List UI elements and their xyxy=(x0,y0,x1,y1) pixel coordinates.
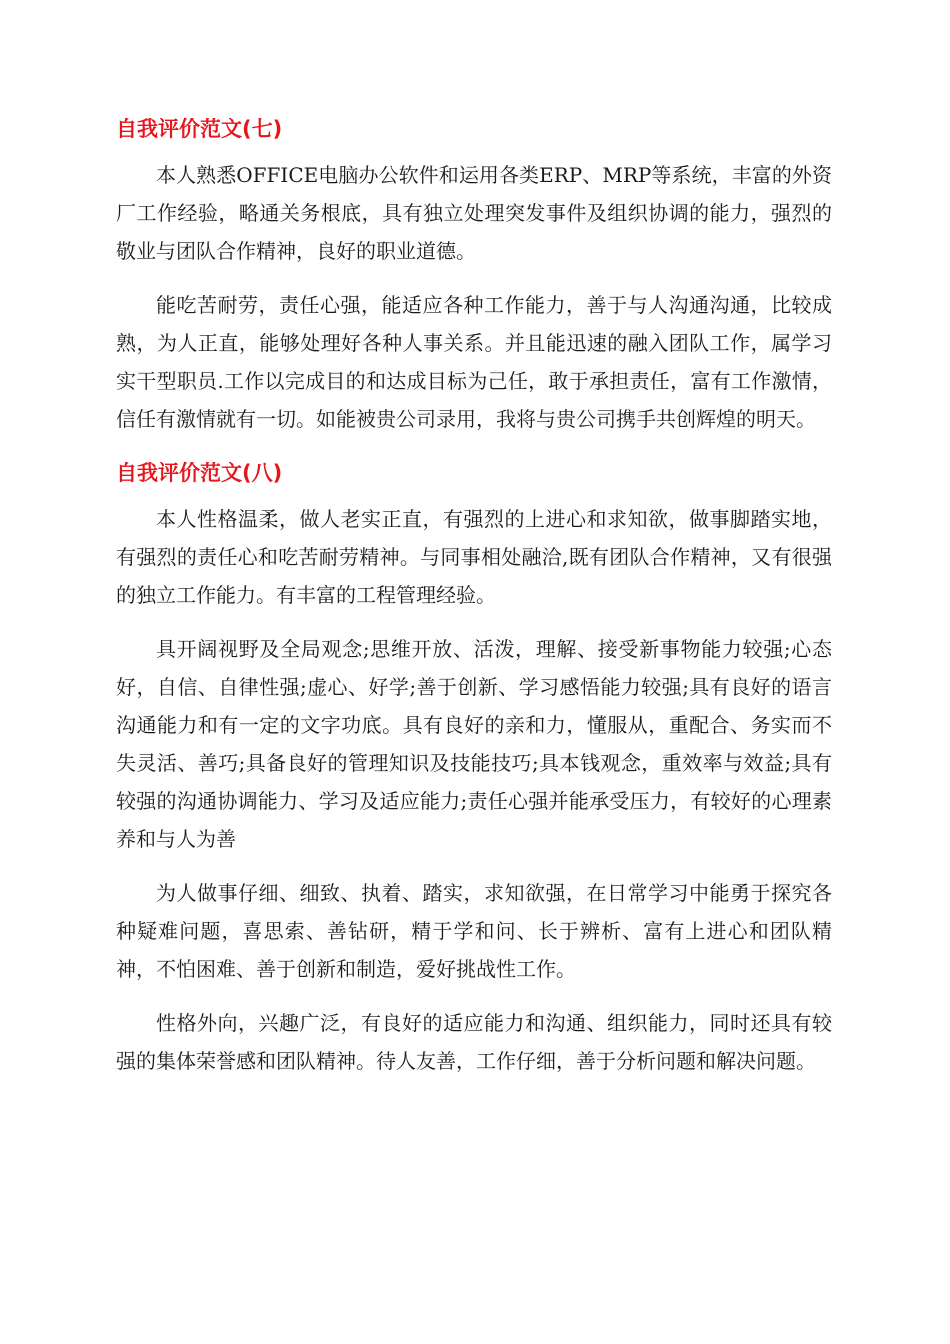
section-7-paragraph-2: 能吃苦耐劳，责任心强，能适应各种工作能力，善于与人沟通沟通，比较成熟，为人正直，能够处理好各种人事关系。并且能迅速的融入团队工作，属学习实干型职员.工作以完成目的和达成目标为己任，敢于承担责任，富有工作激情，信任有激情就有一切。如能被贵公司录用，我将与贵公司携手共创辉煌的明天。 xyxy=(116,293,832,431)
section-title-7: 自我评价范文(七) xyxy=(116,117,283,141)
section-title-8: 自我评价范文(八) xyxy=(116,461,283,485)
section-8-paragraph-3: 为人做事仔细、细致、执着、踏实，求知欲强，在日常学习中能勇于探究各种疑难问题，喜思索、善钻研，精于学和问、长于辨析、富有上进心和团队精神，不怕困难、善于创新和制造，爱好挑战性工作。 xyxy=(116,881,832,981)
section-7-paragraph-1: 本人熟悉OFFICE电脑办公软件和运用各类ERP、MRP等系统，丰富的外资厂工作经验，略通关务根底，具有独立处理突发事件及组织协调的能力，强烈的敬业与团队合作精神，良好的职业道德。 xyxy=(116,163,832,263)
section-8-paragraph-2: 具开阔视野及全局观念;思维开放、活泼，理解、接受新事物能力较强;心态好，自信、自律性强;虚心、好学;善于创新、学习感悟能力较强;具有良好的语言沟通能力和有一定的文字功底。具有良好的亲和力，懂服从，重配合、务实而不失灵活、善巧;具备良好的管理知识及技能技巧;具本钱观念，重效率与效益;具有较强的沟通协调能力、学习及适应能力;责任心强并能承受压力，有较好的心理素养和与人为善 xyxy=(116,637,832,851)
section-8-paragraph-4: 性格外向，兴趣广泛，有良好的适应能力和沟通、组织能力，同时还具有较强的集体荣誉感和团队精神。待人友善，工作仔细，善于分析问题和解决问题。 xyxy=(116,1011,832,1073)
document-content xyxy=(116,114,832,1096)
section-8-paragraph-1: 本人性格温柔，做人老实正直，有强烈的上进心和求知欲，做事脚踏实地，有强烈的责任心和吃苦耐劳精神。与同事相处融洽,既有团队合作精神，又有很强的独立工作能力。有丰富的工程管理经验。 xyxy=(116,507,832,607)
